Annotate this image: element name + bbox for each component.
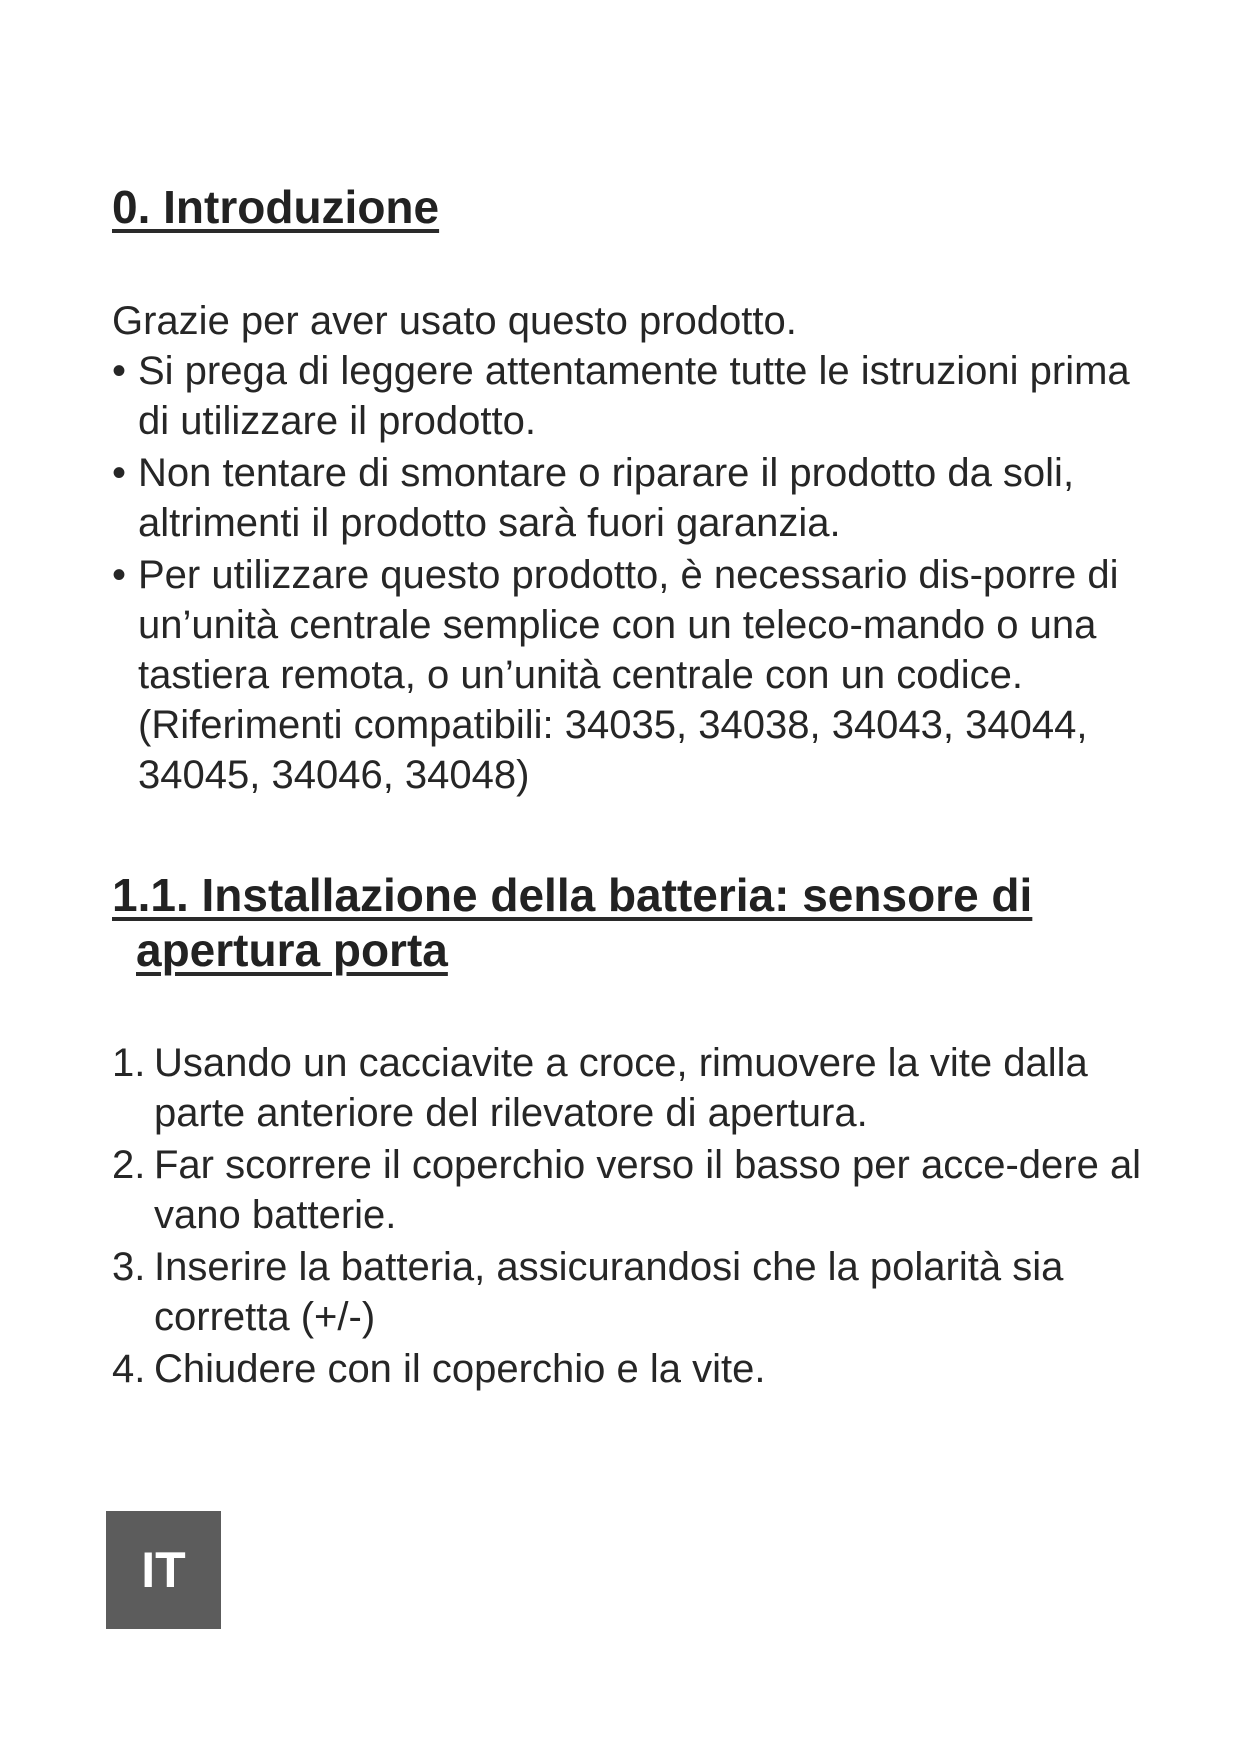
introduction-heading-text: 0. Introduzione [112,181,440,233]
battery-installation-heading [112,868,1132,978]
step-number: 4. [112,1347,146,1391]
intro-bullet-item [112,346,1152,446]
step-number: 2. [112,1143,146,1187]
battery-step [112,1242,1152,1342]
intro-thanks-text: Grazie per aver usato questo prodotto. [112,299,797,343]
language-badge: IT [106,1511,221,1629]
step-text: Inserire la batteria, assicurandosi che la polarità sia corretta (+/-) [154,1245,1064,1339]
step-text: Far scorrere il coperchio verso il basso per acce-dere al vano batterie. [154,1143,1142,1237]
bullet-icon: • [112,553,127,597]
battery-step [112,1344,1152,1394]
intro-bullet-list [112,346,1152,800]
step-number: 1. [112,1041,146,1085]
intro-bullet-item [112,448,1152,548]
introduction-heading [112,180,439,235]
battery-heading-line1: 1.1. Installazione della batteria: sensore di [112,869,1033,921]
step-number: 3. [112,1245,146,1289]
intro-bullet-item [112,550,1152,800]
intro-bullet-text: Non tentare di smontare o riparare il prodotto da soli, altrimenti il prodotto sarà fuori garanzia. [138,451,1075,545]
bullet-icon: • [112,349,127,393]
intro-bullet-text: Si prega di leggere attentamente tutte le istruzioni prima di utilizzare il prodotto. [138,349,1130,443]
battery-step [112,1038,1152,1138]
bullet-icon: • [112,451,127,495]
intro-bullet-text: Per utilizzare questo prodotto, è necessario dis-porre di un’unità centrale semplice con un teleco-mando o una tastiera remota, o un’unità centrale con un codice. (Riferimenti compatibili: 34035, 34038, 34043, 34044, 34045, 34046, 34048) [138,553,1119,797]
battery-heading-line2: apertura porta [136,924,448,977]
step-text: Usando un cacciavite a croce, rimuovere la vite dalla parte anteriore del rilevatore di apertura. [154,1041,1088,1135]
battery-step [112,1140,1152,1240]
battery-steps-list [112,1038,1152,1394]
step-text: Chiudere con il coperchio e la vite. [154,1347,766,1391]
